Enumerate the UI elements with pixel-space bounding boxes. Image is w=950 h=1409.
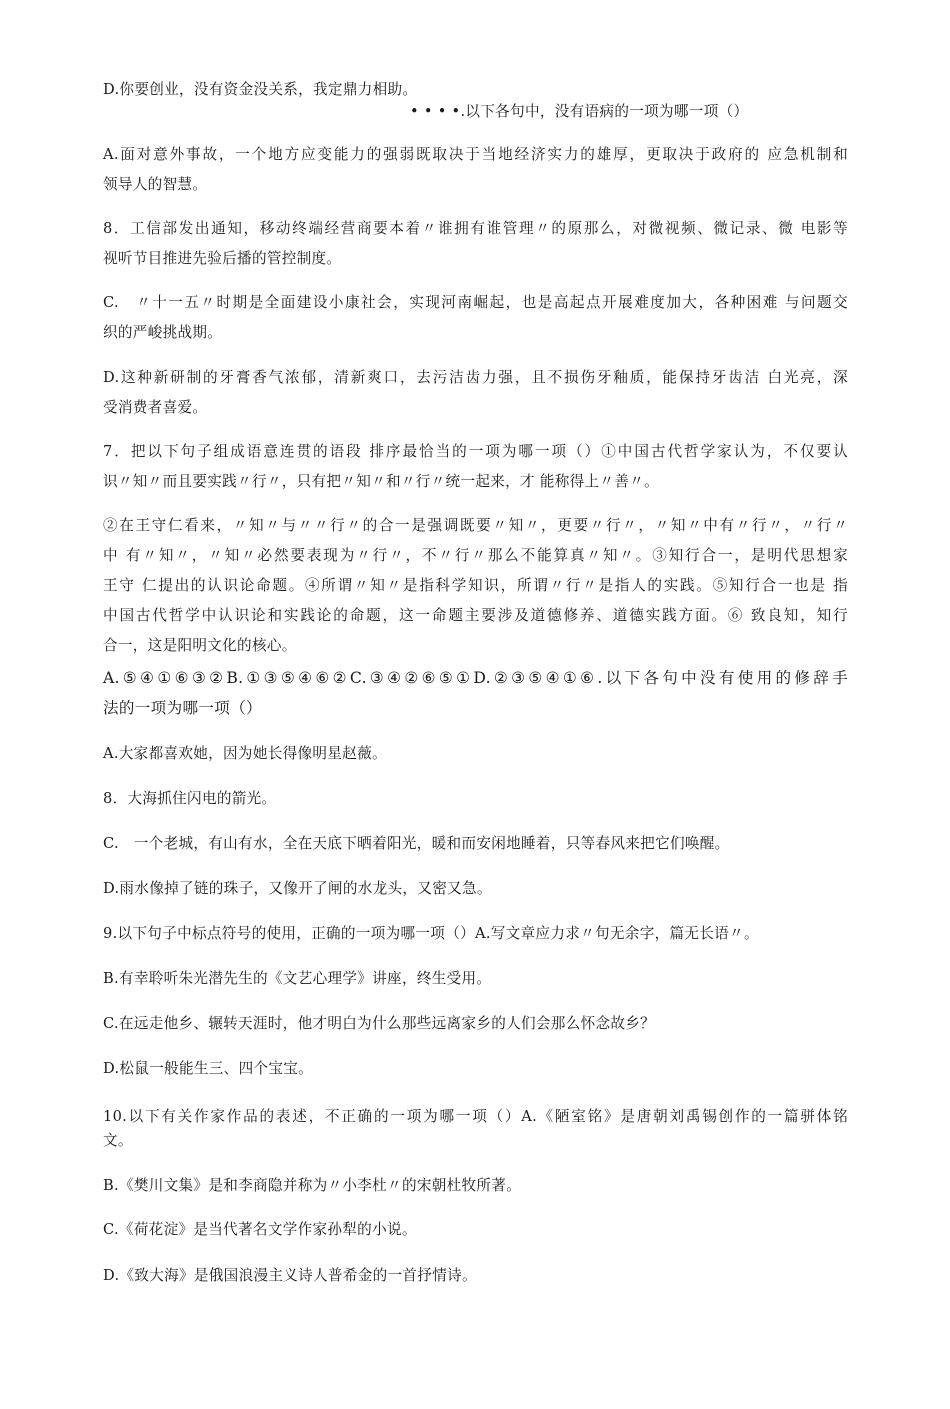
text-line: 王守 仁提出的认识论命题。④所谓〃知〃是指科学知识，所谓〃行〃是指人的实践。⑤知行合一也是 指 [103,577,848,594]
text-line: 识〃知〃而且要实践〃行〃，只有把〃知〃和〃行〃统一起来，才 能称得上〃善〃。 [103,473,660,490]
option-d-tothesea [103,1261,848,1291]
text-line: D.这种新研制的牙膏香气浓郁，清新爽口，去污洁齿力强，且不损伤牙釉质，能保持牙齿洁 白光亮，深 [103,369,848,386]
text-line: 视听节目推进先验后播的管控制度。 [103,250,342,267]
text-line: 10.以下有关作家作品的表述，不正确的一项为哪一项（）A.《陋室铭》是唐朝刘禹锡创作的一篇骈体铭 [103,1108,848,1125]
text-line: 文。 [103,1132,133,1149]
text-line: A.⑤④①⑥③②B.①③⑤④⑥②C.③④②⑥⑤①D.②③⑤④①⑥.以下各句中没有使用的修辞手 [103,669,848,687]
text-line: D.你要创业，没有资金没关系，我定鼎力相助。 [103,81,418,98]
text-line: • • • •.以下各句中，没有语病的一项为哪一项（） [410,103,749,120]
text-line: 领导人的智慧。 [103,176,208,193]
question-7-options [103,663,848,723]
option-c-plan [103,288,848,348]
question-9 [103,919,848,949]
text-line: D.雨水像掉了链的珠子，又像开了闸的水龙头，又密又急。 [103,880,492,897]
text-line: 中 有〃知〃，〃知〃必然要表现为〃行〃，不〃行〃那么不能算真〃知〃。③知行合一，是明代思想家 [103,547,848,564]
text-line: C.在远走他乡、辗转天涯时，他才明白为什么那些远离家乡的人们会那么怀念故乡？ [103,1015,656,1032]
text-line: 8．大海抓住闪电的箭光。 [103,790,277,807]
text-line: C. 一个老城，有山有水，全在天底下晒着阳光，暖和而安闲地睡着，只等春风来把它们唤醒。 [103,835,730,852]
option-b-sea [103,784,848,814]
text-line: ②在王守仁看来，〃知〃与〃〃行〃的合一是强调既要〃知〃，更要〃行〃，〃知〃中有〃行〃，〃行〃 [103,517,848,534]
text-line: 织的严峻挑战期。 [103,324,223,341]
text-line: C. 〃十一五〃时期是全面建设小康社会，实现河南崛起，也是高起点开展难度加大，各种困难 与问题交 [103,294,848,311]
option-c-hometown [103,1009,848,1039]
option-d-squirrel [103,1054,848,1084]
text-line: A.面对意外事故，一个地方应变能力的强弱既取决于当地经济实力的雄厚，更取决于政府的 应急机制和 [103,146,848,163]
text-line: 受消费者喜爱。 [103,399,208,416]
text-line: 合一，这是阳明文化的核心。 [103,637,297,654]
text-line: D.松鼠一般能生三、四个宝宝。 [103,1060,314,1077]
text-line: A.大家都喜欢她，因为她长得像明星赵薇。 [103,745,387,762]
text-line: 法的一项为哪一项（） [103,699,262,717]
text-line: D.《致大海》是俄国浪漫主义诗人普希金的一首抒情诗。 [103,1267,477,1284]
question-10 [103,1105,848,1153]
text-line: 9.以下句子中标点符号的使用，正确的一项为哪一项（）A.写文章应力求〃句无余字，篇无长语〃。 [103,925,759,942]
text-line: 中国古代哲学中认识论和实践论的命题，这一命题主要涉及道德修养、道德实践方面。⑥ 致良知，知行 [103,607,848,624]
option-c-oldcity [103,829,848,859]
question-7-passage [103,511,848,661]
option-d-rain [103,874,848,904]
text-line: B.有幸聆听朱光潜先生的《文艺心理学》讲座，终生受用。 [103,970,492,987]
text-line: B.《樊川文集》是和李商隐并称为〃小李杜〃的宋朝杜牧所著。 [103,1177,522,1194]
option-a-star [103,739,848,769]
option-b-fanchuan [103,1171,848,1201]
question-prompt-grammar [410,97,748,127]
option-c-hehuadian [103,1215,848,1245]
text-line: 8．工信部发出通知，移动终端经营商要本着〃谁拥有谁管理〃的原那么，对微视频、微记录、微 电影等 [103,220,848,237]
option-a-accident [103,140,848,200]
text-line: C.《荷花淀》是当代著名文学作家孙犁的小说。 [103,1221,417,1238]
option-b-notice [103,214,848,274]
option-d-toothpaste [103,363,848,423]
option-b-lecture [103,964,848,994]
text-line: 7．把以下句子组成语意连贯的语段 排序最恰当的一项为哪一项（）①中国古代哲学家认为，不仅要认 [103,443,848,460]
question-7 [103,437,848,497]
